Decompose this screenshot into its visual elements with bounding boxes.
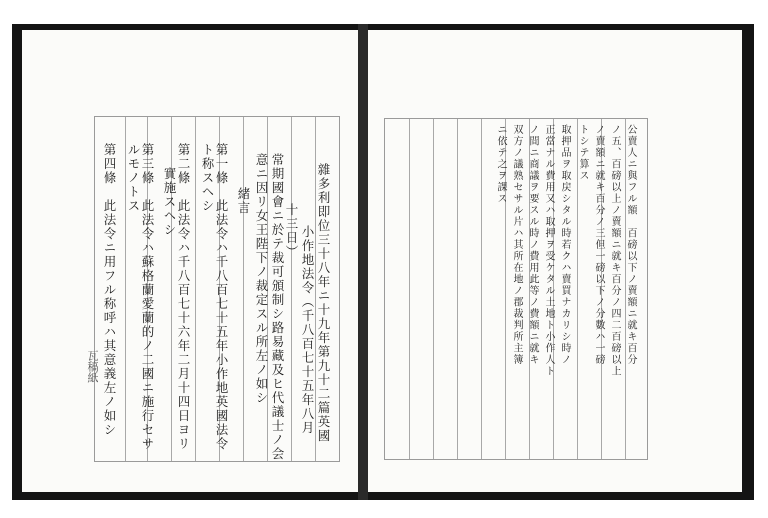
text-column-7: ノ間ニ商議ヲ要スル時ノ費用此等ノ費額ニ就キ	[527, 124, 538, 366]
text-column-13: 第四條 此法令ニ用フル称呼ハ其意義左ノ如シ	[102, 143, 117, 437]
text-column-7: 第一條 此法令ハ千八百七十五年小作地英國法令	[214, 143, 229, 451]
text-column-3: ノ賣額ニ就キ百分ノ三但一磅以下ノ分數ハ一磅	[593, 124, 604, 366]
text-column-2: 小作地法令（千八百七十五年八月	[300, 225, 315, 435]
manuscript-paper-mark: 瓦稿紙	[86, 350, 99, 383]
text-column-9: ニ依テ之ヲ課ス	[495, 124, 506, 205]
column-rule	[433, 119, 434, 459]
column-rule	[291, 117, 292, 461]
left-page-ruled-frame	[94, 116, 340, 462]
text-column-3: 十三日）	[284, 203, 299, 259]
right-page	[368, 30, 742, 492]
text-column-9: 第二條 此法令ハ千八百七十六年二月十四日ヨリ	[176, 143, 191, 451]
text-column-6: 正當ナル費用又ハ取押ヲ受ケタル土地ト小作人ト	[543, 124, 554, 377]
column-rule	[409, 119, 410, 459]
book-gutter	[358, 24, 368, 500]
column-rule	[481, 119, 482, 459]
text-column-8: ト称スヘシ	[200, 143, 215, 213]
text-column-5: 意ニ因リ女王陛下ノ裁定スル所左ノ如シ	[254, 153, 269, 405]
text-column-4: トシテ算ス	[577, 124, 588, 182]
text-column-6: 緒言	[236, 187, 251, 215]
text-column-1: 公賣人ニ與フル額 百磅以下ノ賣額ニ就キ百分	[625, 124, 636, 366]
text-column-11: 第三條 此法令ハ蘇格蘭愛蘭的ノ二國ニ施行セサ	[140, 143, 155, 451]
text-column-2: ノ五、百磅以上ノ賣額ニ就キ百分ノ四二百磅以上	[609, 124, 620, 377]
text-column-12: ルモノトス	[126, 143, 141, 213]
text-column-10: 實施スヘシ	[162, 167, 177, 237]
column-rule	[195, 117, 196, 461]
column-rule	[457, 119, 458, 459]
text-column-1: 雜多利即位三十八年ニ十九年第九十二篇英國	[316, 163, 331, 443]
left-page	[22, 30, 358, 492]
column-rule	[243, 117, 244, 461]
text-column-5: 取押品ヲ取戻シタル時若クハ賣買ナカリシ時ノ	[559, 124, 570, 366]
text-column-4: 常期國會ニ於テ裁可頒制シ路易藏及ヒ代議士ノ会	[270, 153, 285, 461]
text-column-8: 双方ノ議熟セサル片ハ其所在地ノ郡裁判所主簿	[511, 124, 522, 366]
